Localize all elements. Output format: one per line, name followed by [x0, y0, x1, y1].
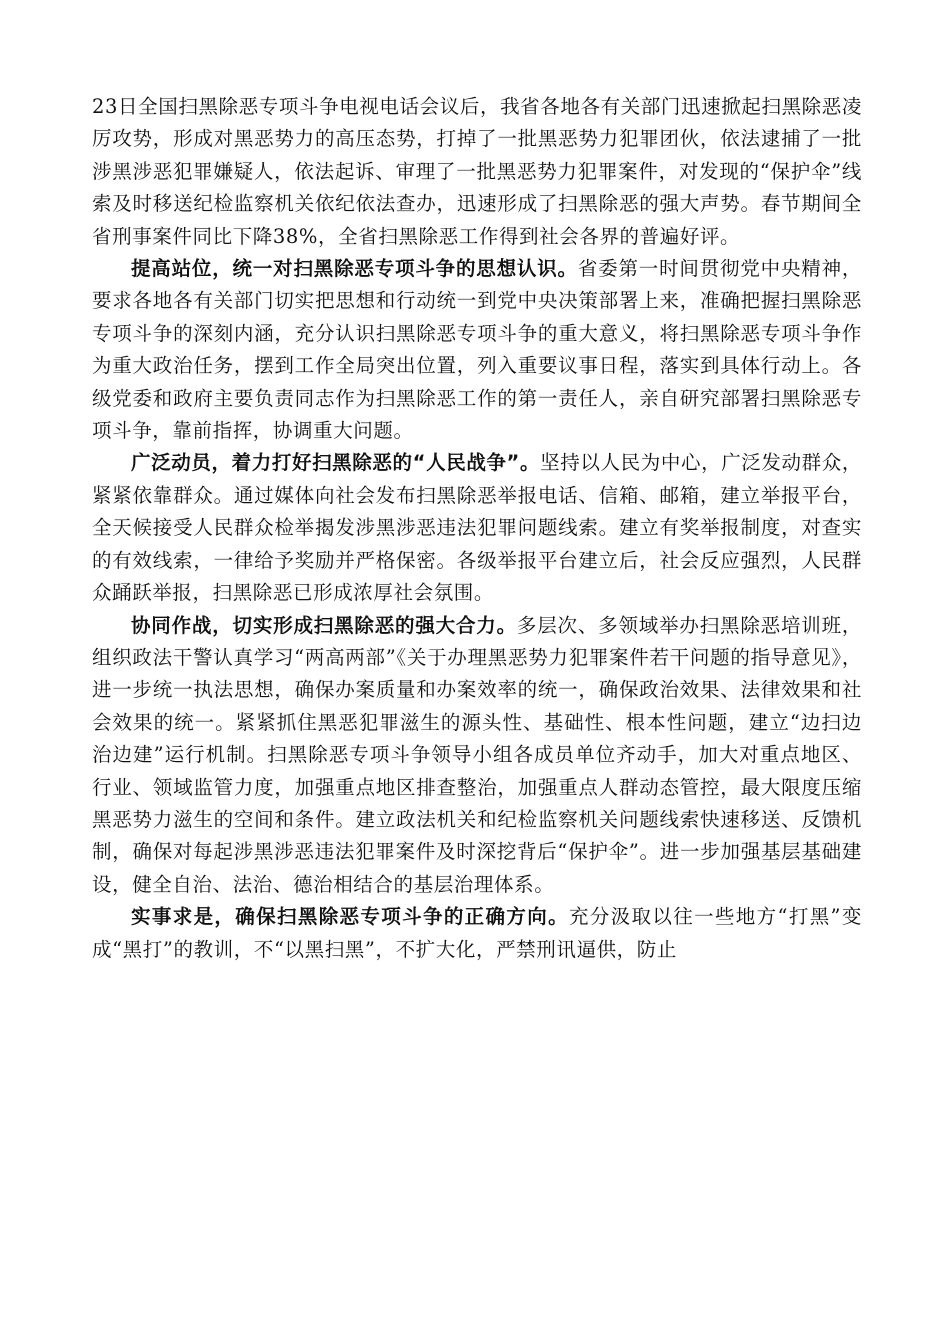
paragraph-text: 多层次、多领域举办扫黑除恶培训班，组织政法干警认真学习“两高两部”《关于办理黑恶势力犯罪案件若干问题的指导意见》，进一步统一执法思想，确保办案质量和办案效率的统一，确保政治效果、法律效果和社会效果的统一。紧紧抓住黑恶犯罪滋生的源头性、基础性、根本性问题，建立“边扫边治边建”运行机制。扫黑除恶专项斗争领导小组各成员单位齐动手，加大对重点地区、行业、领域监管力度，加强重点地区排查整治，加强重点人群动态管控，最大限度压缩黑恶势力滋生的空间和条件。建立政法机关和纪检监察机关问题线索快速移送、反馈机制，确保对每起涉黑涉恶违法犯罪案件及时深挖背后“保护伞”。进一步加强基层基础建设，健全自治、法治、德治相结合的基层治理体系。 [92, 613, 863, 896]
paragraph-mobilize [92, 447, 862, 609]
paragraph-heading: 协同作战，切实形成扫黑除恶的强大合力。 [131, 613, 517, 637]
paragraph-text: 坚持以人民为中心，广泛发动群众，紧紧依靠群众。通过媒体向社会发布扫黑除恶举报电话、信箱、邮箱，建立举报平台，全天候接受人民群众检举揭发涉黑涉恶违法犯罪问题线索。建立有奖举报制度，对查实的有效线索，一律给予奖励并严格保密。各级举报平台建立后，社会反应强烈，人民群众踊跃举报，扫黑除恶已形成浓厚社会氛围。 [92, 451, 862, 605]
paragraph-raise-standing [92, 253, 862, 447]
paragraph-heading: 实事求是，确保扫黑除恶专项斗争的正确方向。 [131, 905, 569, 929]
paragraph-intro [92, 91, 862, 253]
paragraph-text: 充分汲取以往一些地方“打黑”变成“黑打”的教训，不“以黑扫黑”，不扩大化，严禁刑讯逼供，防止 [92, 905, 862, 961]
document-page [92, 91, 862, 966]
paragraph-heading: 广泛动员，着力打好扫黑除恶的“人民战争”。 [131, 451, 541, 475]
paragraph-text: 23日全国扫黑除恶专项斗争电视电话会议后，我省各地各有关部门迅速掀起扫黑除恶凌厉攻势，形成对黑恶势力的高压态势，打掉了一批黑恶势力犯罪团伙，依法逮捕了一批涉黑涉恶犯罪嫌疑人，依法起诉、审理了一批黑恶势力犯罪案件，对发现的“保护伞”线索及时移送纪检监察机关依纪依法查办，迅速形成了扫黑除恶的强大声势。春节期间全省刑事案件同比下降38%，全省扫黑除恶工作得到社会各界的普遍好评。 [92, 95, 862, 248]
paragraph-heading: 提高站位，统一对扫黑除恶专项斗争的思想认识。 [131, 257, 578, 281]
paragraph-text: 省委第一时间贯彻党中央精神，要求各地各有关部门切实把思想和行动统一到党中央决策部署上来，准确把握扫黑除恶专项斗争的深刻内涵，充分认识扫黑除恶专项斗争的重大意义，将扫黑除恶专项斗争作为重大政治任务，摆到工作全局突出位置，列入重要议事日程，落实到具体行动上。各级党委和政府主要负责同志作为扫黑除恶工作的第一责任人，亲自研究部署扫黑除恶专项斗争，靠前指挥，协调重大问题。 [92, 257, 863, 443]
paragraph-seek-truth [92, 901, 862, 966]
paragraph-cooperate [92, 610, 862, 902]
